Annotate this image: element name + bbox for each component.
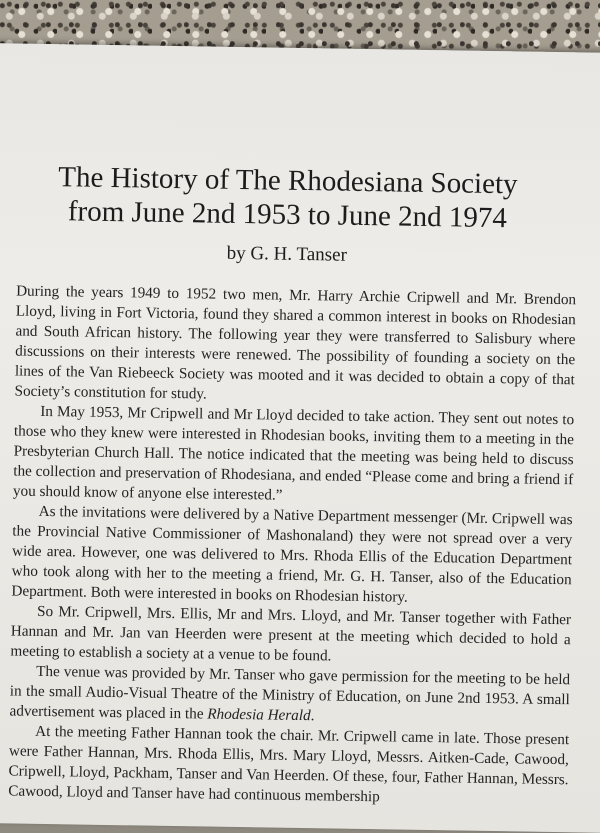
article-byline: by G. H. Tanser (226, 242, 348, 266)
paragraph-5-text: The venue was provided by Mr. Tanser who gave permission for the meeting to be held in the small Audio-Visual Theatre of the Ministry of Education, on June 2nd 1953. A small advertisement was placed in the (9, 662, 571, 723)
newspaper-name: Rhodesia Herald (207, 705, 311, 725)
article-body (8, 281, 576, 810)
paragraph-4: So Mr. Cripwell, Mrs. Ellis, Mr and Mrs. Lloyd, and Mr. Tanser together with Father Hannan and Mr. Jan van Heerden were present at the meeting which decided to hold a meeting to establish a society at a venue to be found. (10, 602, 572, 665)
book-page (0, 43, 600, 833)
article-title-line-1: The History of The Rhodesiana Society (58, 161, 518, 201)
paragraph-5-end: . (310, 707, 315, 725)
paragraph-1: During the years 1949 to 1952 two men, Mr. Harry Archie Cripwell and Mr. Brendon Lloyd, living in Fort Victoria, found they shared a common interest in books on Rhodesian and South African history. The following year they were transferred to Salisbury where discussions on their interests were renewed. The possibility of founding a society on the lines of the Van Riebeeck Society was mooted and it was decided to obtain a copy of that Society’s constitution for study. (14, 282, 577, 403)
paragraph-2: In May 1953, Mr Cripwell and Mr Lloyd decided to take action. They sent out notes to those who they knew were interested in Rhodesian books, inviting them to a meeting in the Presbyterian Church Hall. The notice indicated that the meeting was being held to discuss the collection and preservation of Rhodesiana, and ended “Please come and bring a friend if you should know of anyone else interested.” (12, 402, 575, 504)
paragraph-5 (9, 661, 570, 730)
article-title-line-2: from June 2nd 1953 to June 2nd 1974 (67, 195, 508, 235)
paragraph-3: As the invitations were delivered by a Native Department messenger (Mr. Cripwell was the Provincial Native Commissioner of Mashonaland) they were not spread over a very wide area. However, one was delivered to Mrs. Rhoda Ellis of the Education Department who took along with her to the meeting a friend, Mr. G. H. Tanser, also of the Education Department. Both were interested in books on Rhodesian history. (11, 502, 573, 606)
paragraph-6: At the meeting Father Hannan took the chair. Mr. Cripwell came in late. Those present were Father Hannan, Mrs. Rhoda Ellis, Mrs. Mary Lloyd, Messrs. Aitken-Cade, Cawood, Cripwell, Lloyd, Packham, Tanser and Van Heerden. Of these, four, Father Hannan, Messrs. Cawood, Lloyd and Tanser have had continuous membership (8, 722, 570, 806)
